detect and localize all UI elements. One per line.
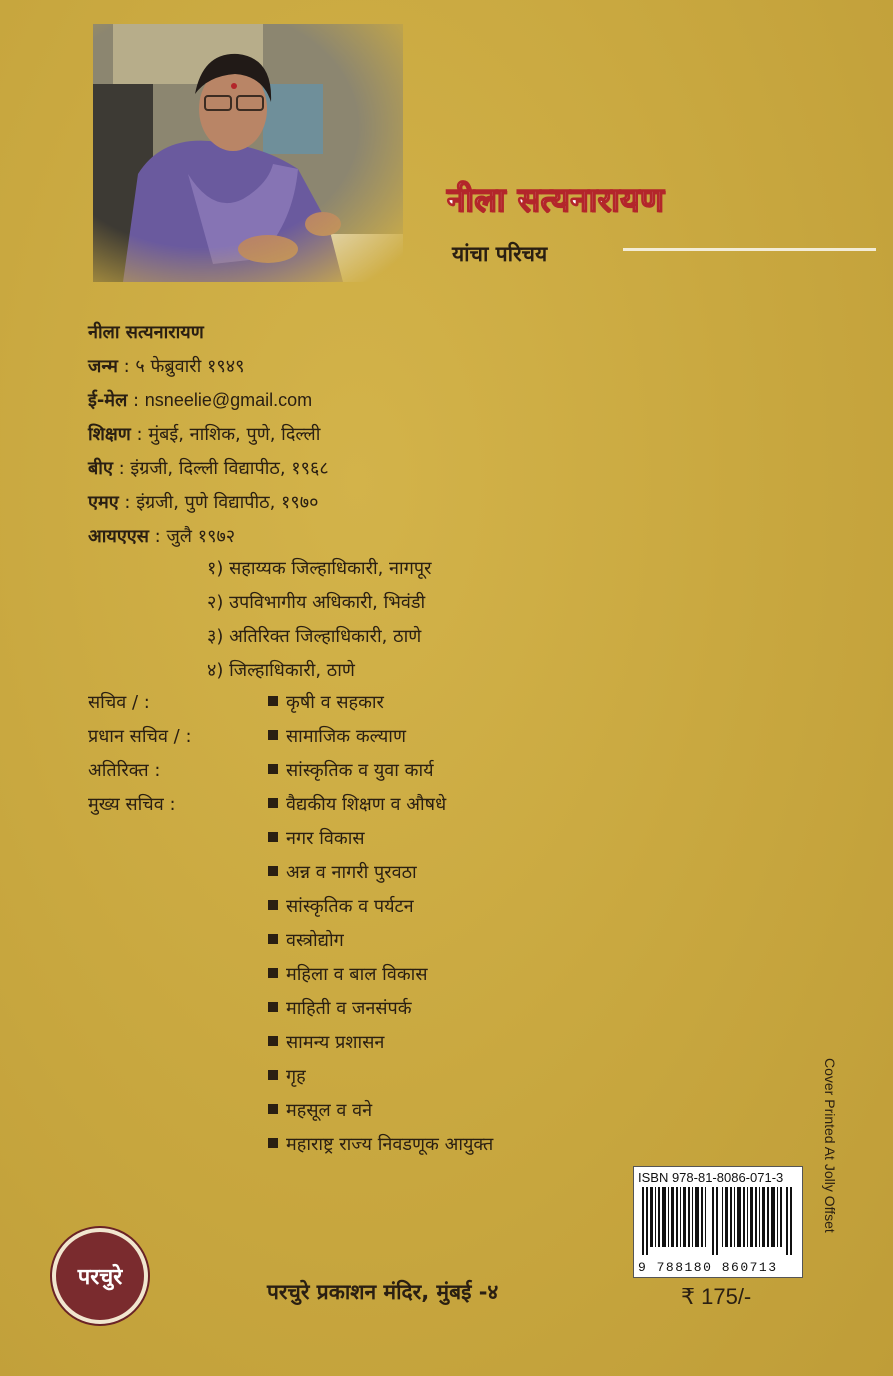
department-item — [268, 860, 417, 884]
department-label: माहिती व जनसंपर्क — [286, 998, 412, 1019]
bio-email-row: ई-मेल : nsneelie@gmail.com — [88, 390, 313, 411]
bullet-icon — [268, 1036, 278, 1046]
department-item — [268, 1064, 306, 1088]
department-item — [268, 894, 414, 918]
department-label: महाराष्ट्र राज्य निवडणूक आयुक्त — [286, 1134, 494, 1155]
department-item — [268, 690, 384, 714]
ias-label: आयएएस — [88, 526, 149, 547]
author-name-title: नीला सत्यनारायण — [447, 180, 665, 219]
department-item — [268, 758, 434, 782]
department-label: वैद्यकीय शिक्षण व औषधे — [286, 794, 447, 815]
isbn-barcode-box — [633, 1166, 803, 1278]
bio-birth-row: जन्म : ५ फेब्रुवारी १९४९ — [88, 356, 245, 377]
posting-item: २) उपविभागीय अधिकारी, भिवंडी — [207, 592, 426, 613]
barcode-digits: 9 788180 860713 — [638, 1260, 778, 1275]
department-label: नगर विकास — [286, 828, 365, 849]
bullet-icon — [268, 968, 278, 978]
role-label-principal-secretary: प्रधान सचिव / : — [88, 726, 192, 747]
bio-ias-row: आयएएस : जुलै १९७२ — [88, 526, 236, 547]
department-label: महसूल व वने — [286, 1100, 373, 1121]
barcode-icon — [642, 1187, 794, 1255]
department-item — [268, 928, 344, 952]
department-item — [268, 1098, 372, 1122]
price-label: ₹ 175/- — [681, 1284, 752, 1309]
bio-ba-row: बीए : इंग्रजी, दिल्ली विद्यापीठ, १९६८ — [88, 458, 329, 479]
bullet-icon — [268, 866, 278, 876]
bullet-icon — [268, 832, 278, 842]
department-label: महिला व बाल विकास — [286, 964, 428, 985]
posting-item: ३) अतिरिक्त जिल्हाधिकारी, ठाणे — [207, 626, 422, 647]
department-label: कृषी व सहकार — [286, 692, 384, 713]
department-item — [268, 1030, 384, 1054]
birth-label: जन्म — [88, 356, 118, 377]
role-label-secretary: सचिव / : — [88, 692, 150, 713]
email-value: nsneelie@gmail.com — [144, 390, 313, 410]
ias-value: जुलै १९७२ — [166, 526, 236, 547]
bullet-icon — [268, 764, 278, 774]
education-label: शिक्षण — [88, 424, 131, 445]
bullet-icon — [268, 730, 278, 740]
department-label: सामन्य प्रशासन — [286, 1032, 385, 1053]
bio-education-row: शिक्षण : मुंबई, नाशिक, पुणे, दिल्ली — [88, 424, 321, 445]
parchure-logo — [52, 1228, 148, 1324]
bullet-icon — [268, 1104, 278, 1114]
bio-ma-row: एमए : इंग्रजी, पुणे विद्यापीठ, १९७० — [88, 492, 319, 513]
department-label: सामाजिक कल्याण — [286, 726, 406, 747]
posting-item: ४) जिल्हाधिकारी, ठाणे — [207, 660, 355, 681]
posting-item: १) सहाय्यक जिल्हाधिकारी, नागपूर — [207, 558, 432, 579]
bullet-icon — [268, 900, 278, 910]
bullet-icon — [268, 798, 278, 808]
department-item — [268, 962, 428, 986]
department-item — [268, 792, 446, 816]
bullet-icon — [268, 1002, 278, 1012]
role-label-chief-secretary: मुख्य सचिव : — [88, 794, 176, 815]
department-item — [268, 826, 365, 850]
department-item — [268, 724, 406, 748]
isbn-label: ISBN 978-81-8086-071-3 — [638, 1170, 784, 1185]
bullet-icon — [268, 1138, 278, 1148]
subtitle-rule — [623, 248, 876, 251]
ba-label: बीए — [88, 458, 113, 479]
ba-value: इंग्रजी, दिल्ली विद्यापीठ, १९६८ — [130, 458, 329, 479]
department-label: गृह — [286, 1066, 306, 1087]
author-photo — [93, 24, 403, 282]
email-label: ई-मेल — [88, 390, 128, 411]
printer-credit-text: Cover Printed At Jolly Offset — [822, 1058, 838, 1233]
role-label-additional: अतिरिक्त : — [88, 760, 161, 781]
publisher-name: परचुरे प्रकाशन मंदिर, मुंबई -४ — [267, 1280, 499, 1304]
department-label: वस्त्रोद्योग — [286, 930, 344, 951]
department-item — [268, 1132, 493, 1156]
ma-label: एमए — [88, 492, 119, 513]
bullet-icon — [268, 696, 278, 706]
department-item — [268, 996, 412, 1020]
bullet-icon — [268, 1070, 278, 1080]
logo-text: परचुरे — [77, 1265, 123, 1290]
department-label: अन्न व नागरी पुरवठा — [286, 862, 417, 883]
bio-name: नीला सत्यनारायण — [88, 322, 204, 343]
birth-value: ५ फेब्रुवारी १९४९ — [135, 356, 245, 377]
department-label: सांस्कृतिक व युवा कार्य — [286, 760, 434, 781]
department-label: सांस्कृतिक व पर्यटन — [286, 896, 414, 917]
ma-value: इंग्रजी, पुणे विद्यापीठ, १९७० — [136, 492, 319, 513]
bullet-icon — [268, 934, 278, 944]
education-value: मुंबई, नाशिक, पुणे, दिल्ली — [148, 424, 321, 445]
printer-credit — [804, 1058, 838, 1233]
introduction-subtitle: यांचा परिचय — [452, 242, 548, 266]
